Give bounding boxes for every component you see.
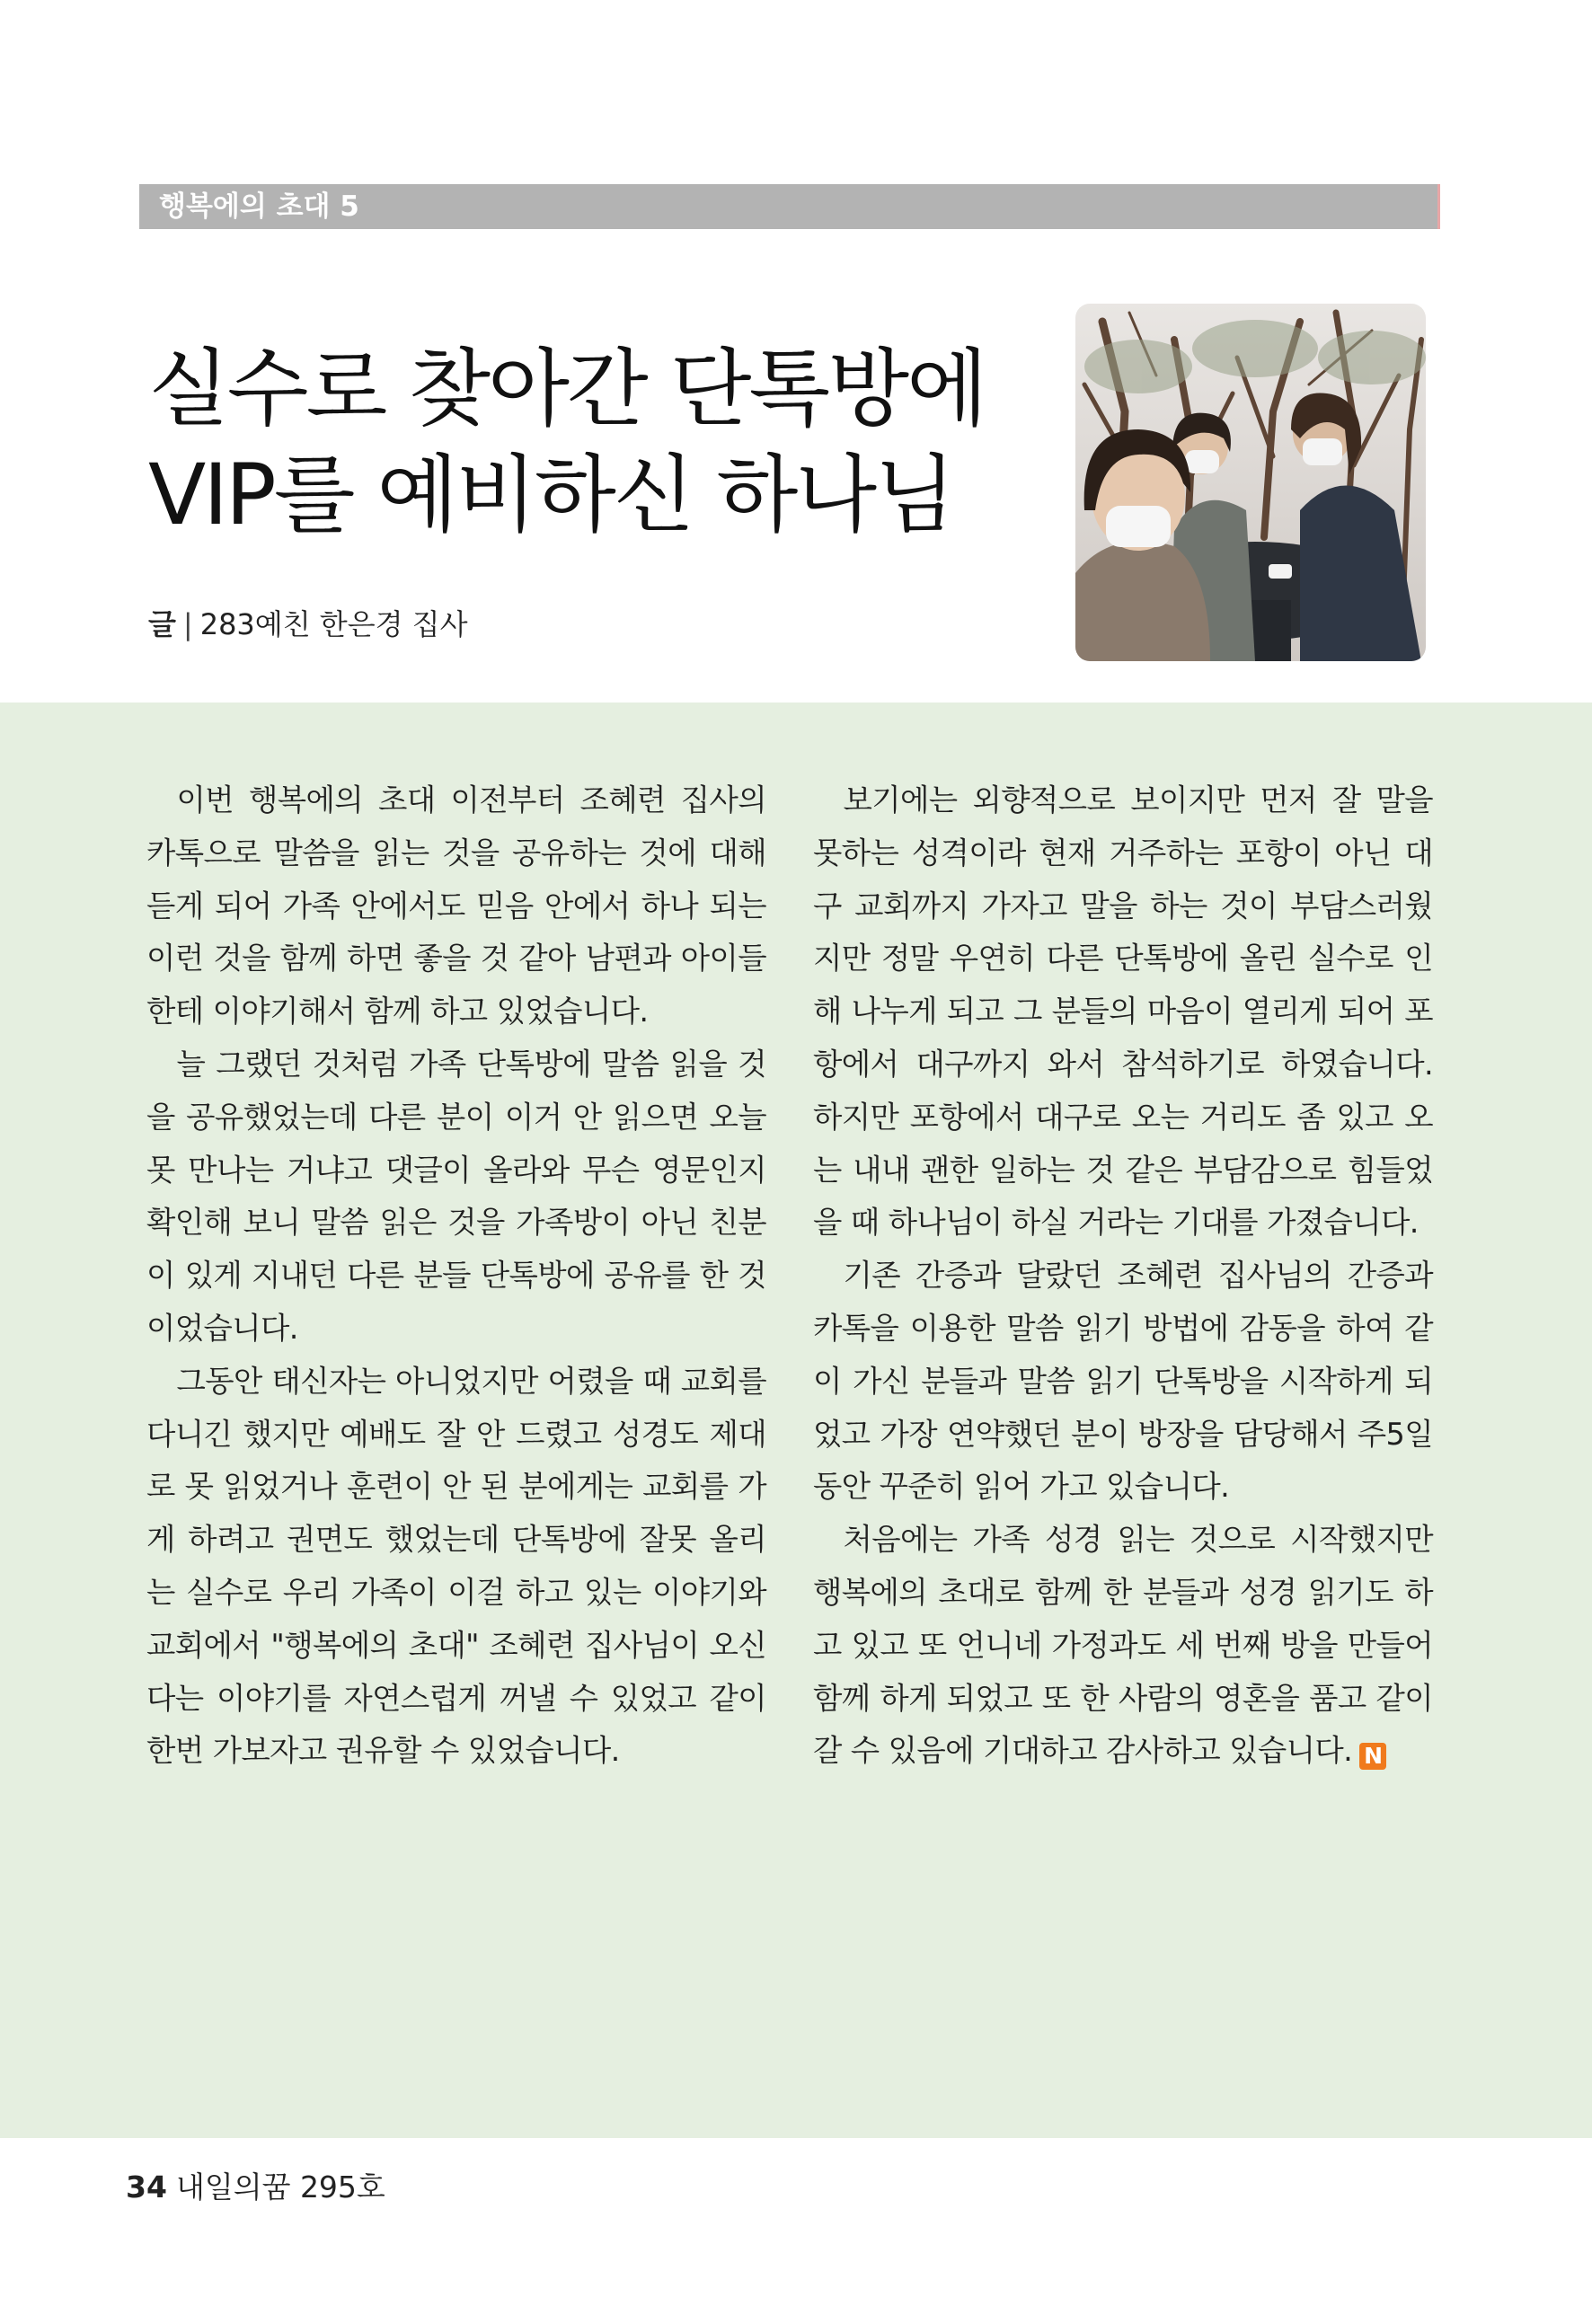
- photo-illustration: [1075, 304, 1426, 661]
- paragraph: 그동안 태신자는 아니었지만 어렸을 때 교회를 다니긴 했지만 예배도 잘 안 드렸고 성경도 제대로 못 읽었거나 훈련이 안 된 분에게는 교회를 가게 하려고 권면도 했었는데 단톡방에 잘못 올리는 실수로 우리 가족이 이걸 하고 있는 이야기와 교회에서 "행복에의 초대" 조혜련 집사님이 오신다는 이야기를 자연스럽게 꺼낼 수 있었고 같이 한번 가보자고 권유할 수 있었습니다.: [146, 1363, 766, 1769]
- paragraph: 기존 간증과 달랐던 조혜련 집사님의 간증과 카톡을 이용한 말씀 읽기 방법에 감동을 하여 같이 가신 분들과 말씀 읽기 단톡방을 시작하게 되었고 가장 연약했던 분이 방장을 담당해서 주5일 동안 꾸준히 읽어 가고 있습니다.: [813, 1258, 1433, 1505]
- page-number: 34: [126, 2169, 167, 2205]
- paragraph-last-text: 처음에는 가족 성경 읽는 것으로 시작했지만 행복에의 초대로 함께 한 분들과 성경 읽기도 하고 있고 또 언니네 가정과도 세 번째 방을 만들어 함께 하게 되었고 또 한 사람의 영혼을 품고 같이 갈 수 있음에 기대하고 감사하고 있습니다.: [813, 1522, 1433, 1769]
- end-mark-icon: N: [1359, 1743, 1386, 1770]
- paragraph: 이번 행복에의 초대 이전부터 조혜련 집사의 카톡으로 말씀을 읽는 것을 공유하는 것에 대해 듣게 되어 가족 안에서도 믿음 안에서 하나 되는 이런 것을 함께 하면 좋을 것 같아 남편과 아이들한테 이야기해서 함께 하고 있었습니다.: [146, 782, 766, 1029]
- title-line-1: 실수로 찾아간 단톡방에: [148, 340, 986, 438]
- article-column-left: [146, 774, 766, 1778]
- section-header-bar: [139, 184, 1440, 229]
- page-footer: [126, 2165, 385, 2210]
- paragraph-last: [813, 1514, 1433, 1778]
- article-title: [148, 337, 1047, 549]
- byline-separator: |: [182, 607, 193, 641]
- paragraph: 늘 그랬던 것처럼 가족 단톡방에 말씀 읽을 것을 공유했었는데 다른 분이 이거 안 읽으면 오늘 못 만나는 거냐고 댓글이 올라와 무슨 영문인지 확인해 보니 말씀 읽은 것을 가족방이 아닌 친분이 있게 지내던 다른 분들 단톡방에 공유를 한 것이었습니다.: [146, 1046, 766, 1346]
- article-column-right: [813, 774, 1433, 1778]
- publication-name: 내일의꿈 295호: [175, 2169, 385, 2205]
- paragraph: 보기에는 외향적으로 보이지만 먼저 잘 말을 못하는 성격이라 현재 거주하는 포항이 아닌 대구 교회까지 가자고 말을 하는 것이 부담스러웠지만 정말 우연히 다른 단톡방에 올린 실수로 인해 나누게 되고 그 분들의 마음이 열리게 되어 포항에서 대구까지 와서 참석하기로 하였습니다. 하지만 포항에서 대구로 오는 거리도 좀 있고 오는 내내 괜한 일하는 것 같은 부담감으로 힘들었을 때 하나님이 하실 거라는 기대를 가졌습니다.: [813, 782, 1433, 1241]
- byline-author: 283예친 한은경 집사: [199, 607, 468, 641]
- section-label: 행복에의 초대 5: [159, 190, 359, 223]
- byline-lead: 글: [148, 607, 176, 641]
- byline: [148, 602, 468, 647]
- group-selfie-photo: [1075, 304, 1426, 661]
- title-line-2: VIP를 예비하신 하나님: [148, 446, 953, 544]
